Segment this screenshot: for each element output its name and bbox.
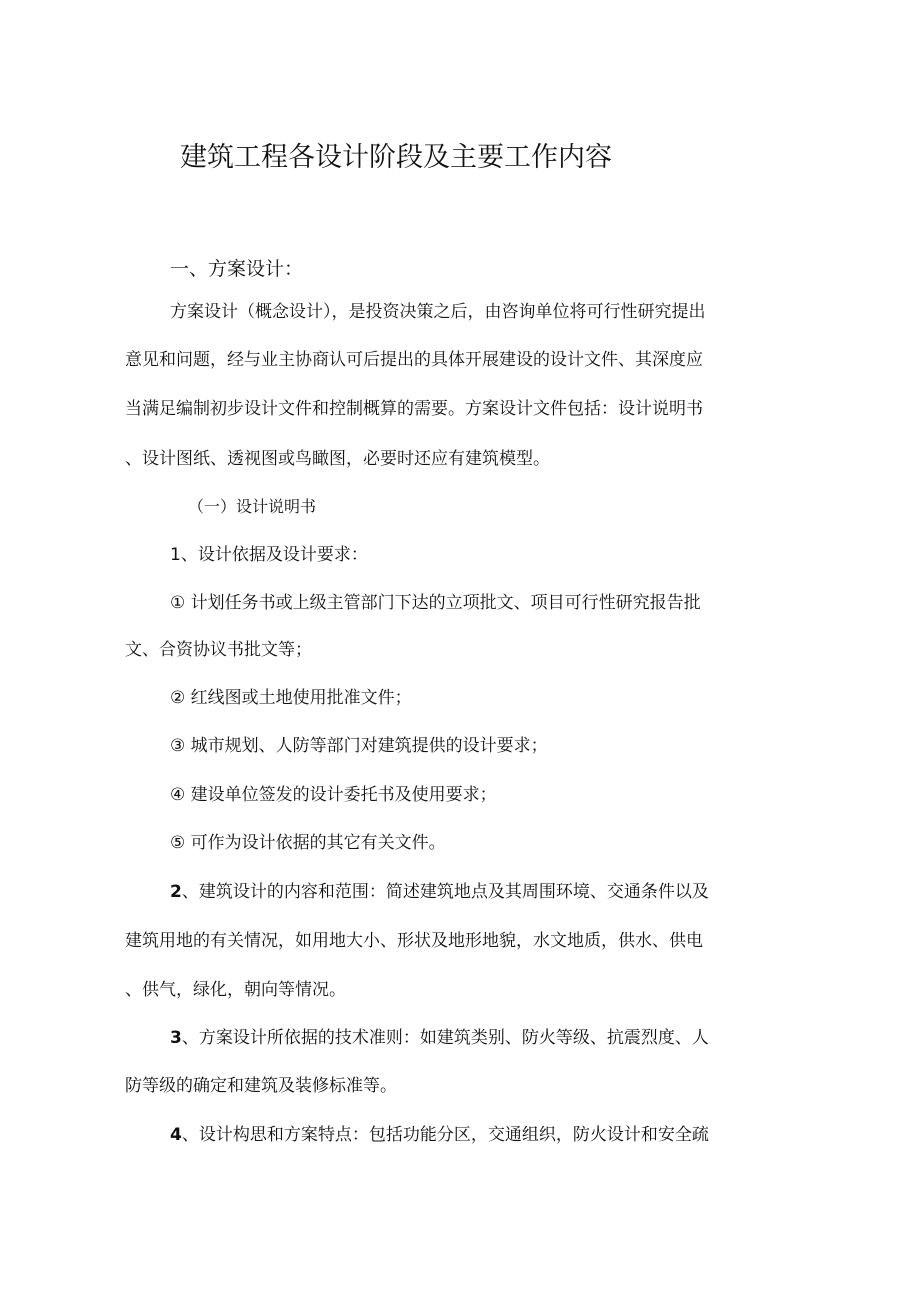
item-heading: 1、设计依据及设计要求： — [170, 545, 368, 565]
paragraph-text: 、建筑设计的内容和范围：简述建筑地点及其周围环境、交通条件以及 — [181, 882, 709, 902]
paragraph-text: 、设计构思和方案特点：包括功能分区，交通组织，防火设计和安全疏 — [181, 1125, 709, 1145]
paragraph-line: 防等级的确定和建筑及装修标准等。 — [125, 1076, 397, 1096]
subsection-heading: （一）设计说明书 — [188, 497, 317, 516]
paragraph-line — [170, 1122, 709, 1148]
basis-item: ⑤ 可作为设计依据的其它有关文件。 — [170, 833, 446, 853]
basis-item: ② 红线图或土地使用批准文件； — [170, 688, 412, 708]
basis-item: ① 计划任务书或上级主管部门下达的立项批文、项目可行性研究报告批 — [170, 593, 701, 613]
basis-item-continued: 文、合资协议书批文等； — [125, 640, 312, 660]
document-title: 建筑工程各设计阶段及主要工作内容 — [180, 142, 612, 173]
paragraph-line — [170, 879, 709, 905]
basis-item: ④ 建设单位签发的设计委托书及使用要求； — [170, 785, 497, 805]
paragraph-line: 方案设计（概念设计），是投资决策之后，由咨询单位将可行性研究提出 — [170, 302, 706, 322]
item-number: 2 — [170, 882, 182, 902]
paragraph-line: 当满足编制初步设计文件和控制概算的需要。方案设计文件包括：设计说明书 — [125, 399, 703, 419]
paragraph-line: 建筑用地的有关情况，如用地大小、形状及地形地貌，水文地质，供水、供电 — [125, 931, 703, 951]
basis-item: ③ 城市规划、人防等部门对建筑提供的设计要求； — [170, 736, 548, 756]
paragraph-line: 意见和问题，经与业主协商认可后提出的具体开展建设的设计文件、其深度应 — [125, 350, 703, 370]
paragraph-line: 、供气，绿化，朝向等情况。 — [125, 980, 346, 1000]
paragraph-line: 、设计图纸、透视图或鸟瞰图，必要时还应有建筑模型。 — [125, 449, 550, 469]
paragraph-line — [170, 1025, 709, 1051]
item-number: 4 — [170, 1125, 182, 1145]
paragraph-text: 、方案设计所依据的技术准则：如建筑类别、防火等级、抗震烈度、人 — [181, 1028, 709, 1048]
section-heading: 一、方案设计： — [170, 258, 304, 280]
item-number: 3 — [170, 1028, 182, 1048]
